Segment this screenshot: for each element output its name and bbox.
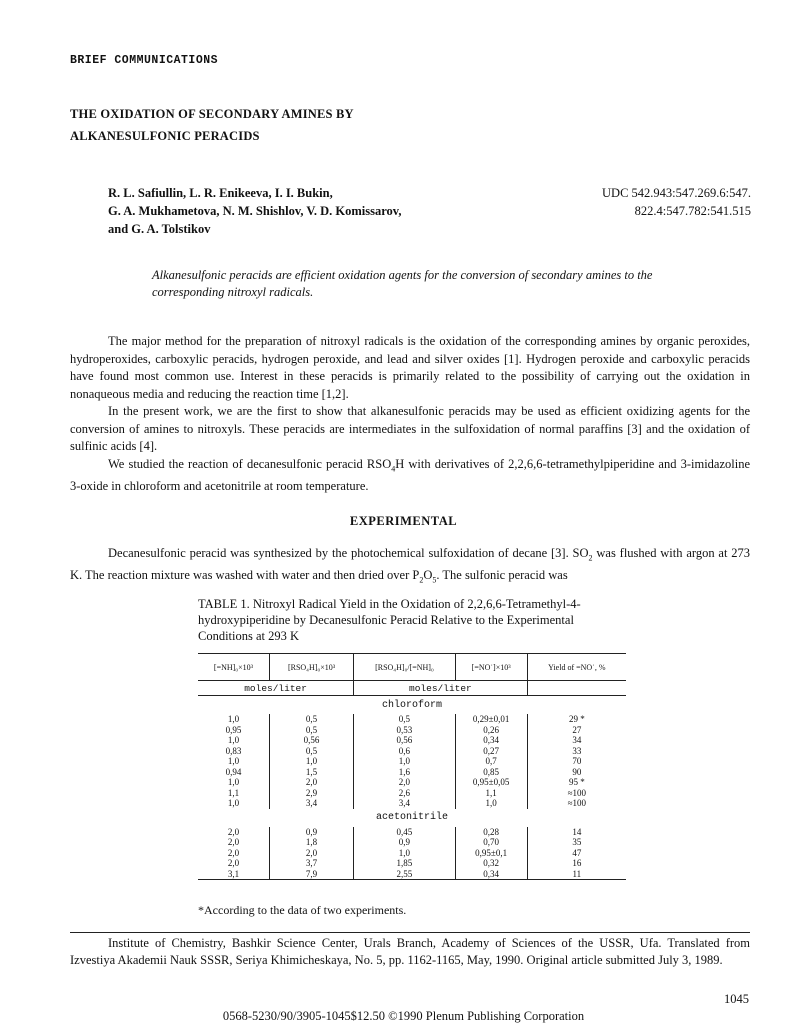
table-cell: 14 <box>572 826 582 837</box>
table-cell: 1,0 <box>198 714 269 725</box>
units-label: moles/liter <box>198 681 354 696</box>
table-cell: 2,55 <box>354 869 456 880</box>
table-cell: 16 <box>572 858 582 868</box>
column-header: Yield of =NO˙, % <box>527 654 626 681</box>
footer-code: 0568-5230/90/3905-1045$12.50 ©1990 Plenum Publishing Corporation <box>222 1009 585 1023</box>
table-cell: 0,34 <box>455 735 527 746</box>
table-cell: 2,0 <box>198 858 269 869</box>
table-row <box>198 714 626 725</box>
table-cell: 1,0 <box>198 777 269 788</box>
table-cell: ≈100 <box>567 798 587 808</box>
table-cell: 1,5 <box>269 767 353 778</box>
table-cell: 0,45 <box>354 827 456 838</box>
solvent-label: acetonitrile <box>375 812 448 824</box>
table-cell: 0,56 <box>269 735 353 746</box>
column-header: [=NH]₀×10³ <box>198 654 269 681</box>
table-cell: 70 <box>572 756 582 766</box>
table-cell: 2,0 <box>269 848 353 859</box>
table-cell: 0,5 <box>354 714 456 725</box>
table-cell: 2,9 <box>269 788 353 799</box>
intro-paragraph: In the present work, we are the first to show that alkanesulfonic peracids may be used as efficient oxidizing agents for the conversion of amines to nitroxyls. These peracids are intermediates in the sulfoxidation of normal paraffins [3] and the oxidation of sulfinic acids [4]. <box>70 404 750 453</box>
table-caption: TABLE 1. Nitroxyl Radical Yield in the Oxidation of 2,2,6,6-Tetramethyl-4-hydroxypiperidine by Decanesulfonic Peracid Relative to the Experimental Conditions at 293 K <box>198 597 581 643</box>
author-line: G. A. Mukhametova, N. M. Shishlov, V. D. Komissarov, <box>108 204 402 218</box>
table-cell: 1,0 <box>269 756 353 767</box>
solvent-row <box>198 809 626 827</box>
table-cell: 3,4 <box>354 798 456 809</box>
table-cell: 1,1 <box>198 788 269 799</box>
table-cell: 2,0 <box>354 777 456 788</box>
table-cell: 0,56 <box>354 735 456 746</box>
introduction <box>70 333 750 495</box>
udc-line: 822.4:547.782:541.515 <box>634 204 751 218</box>
table-cell: 3,4 <box>269 798 353 809</box>
column-header: [RSO₄H]₀/[=NH]₀ <box>354 654 456 681</box>
author-list <box>108 184 401 238</box>
table-cell: 7,9 <box>269 869 353 880</box>
table-cell: 0,28 <box>455 827 527 838</box>
table-row <box>198 788 626 799</box>
table-cell: 1,0 <box>354 848 456 859</box>
units-label: moles/liter <box>354 681 527 696</box>
table-cell: 1,0 <box>354 756 456 767</box>
table-cell: 1,85 <box>354 858 456 869</box>
table-row <box>198 798 626 809</box>
table-cell: 0,5 <box>269 746 353 757</box>
table-row <box>198 858 626 869</box>
table-cell: 11 <box>527 869 626 880</box>
units-blank <box>527 681 626 696</box>
table-cell: 0,5 <box>269 725 353 736</box>
table-row <box>198 837 626 848</box>
affiliation-text: Institute of Chemistry, Bashkir Science Center, Urals Branch, Academy of Sciences of the USSR, Ufa. Translated from Izvestiya Akademii Nauk SSSR, Seriya Khimicheskaya, No. 5, pp. 1162-1165, May, 1990. Original article submitted July 3, 1989. <box>70 936 750 967</box>
table-row <box>198 848 626 859</box>
column-header: [=NO˙]×10³ <box>455 654 527 681</box>
table-cell: 1,0 <box>198 756 269 767</box>
yield-table <box>198 653 626 880</box>
udc-code <box>602 184 751 220</box>
table-row <box>198 869 626 880</box>
table-row <box>198 756 626 767</box>
table-cell: 0,6 <box>354 746 456 757</box>
table-cell: 0,27 <box>455 746 527 757</box>
table-cell: 1,0 <box>198 735 269 746</box>
table-cell: 2,0 <box>198 837 269 848</box>
experimental-heading: EXPERIMENTAL <box>349 514 458 528</box>
column-header: [RSO₄H]₀×10³ <box>269 654 353 681</box>
table-cell: 1,0 <box>198 798 269 809</box>
table-cell: 3,7 <box>269 858 353 869</box>
page-number: 1045 <box>724 992 749 1006</box>
udc-line: UDC 542.943:547.269.6:547. <box>602 186 751 200</box>
table-cell: 0,26 <box>455 725 527 736</box>
author-line: and G. A. Tolstikov <box>108 222 211 236</box>
table-cell: 0,83 <box>198 746 269 757</box>
table-row <box>198 746 626 757</box>
table-cell: 47 <box>572 847 582 858</box>
table-cell: 0,7 <box>455 756 527 767</box>
table-cell: 2,0 <box>198 827 269 838</box>
table-row <box>198 735 626 746</box>
table-cell: 2,0 <box>269 777 353 788</box>
affiliation <box>70 935 750 969</box>
table-footnote: *According to the data of two experiments. <box>198 903 407 917</box>
table-row <box>198 827 626 838</box>
table-cell: 90 <box>572 766 582 777</box>
footer-rule <box>70 932 750 933</box>
table-cell: 0,53 <box>354 725 456 736</box>
table-row <box>198 777 626 788</box>
table-cell: 0,85 <box>455 767 527 778</box>
article-title-line-2: ALKANESULFONIC PERACIDS <box>70 129 260 143</box>
table-cell: 1,8 <box>269 837 353 848</box>
table-cell: 0,34 <box>455 869 527 880</box>
table-cell: 0,5 <box>269 714 353 725</box>
experimental-paragraph: Decanesulfonic peracid was synthesized by the photochemical sulfoxidation of decane [3]. $SO_2$ was flushed with argon at 273 K. The reaction mixture was washed with water and then dried over $P_2O_5$. The sulfonic peracid was <box>70 546 751 585</box>
table-cell: 0,95±0,05 <box>455 777 527 788</box>
table-cell: 0,32 <box>455 858 527 869</box>
table-cell: 3,1 <box>198 869 269 880</box>
table-cell: 2,6 <box>354 788 456 799</box>
table-cell: ≈100 <box>567 787 587 798</box>
experimental-text <box>70 545 750 589</box>
table-cell: 0,94 <box>198 767 269 778</box>
table-cell: 35 <box>572 837 582 847</box>
table-body <box>198 696 626 880</box>
solvent-label: chloroform <box>381 699 442 711</box>
solvent-row <box>198 696 626 715</box>
table-cell: 1,1 <box>455 788 527 799</box>
table-cell: 27 <box>572 724 582 735</box>
table-cell: 2,0 <box>198 848 269 859</box>
section-label: BRIEF COMMUNICATIONS <box>70 54 219 67</box>
table-cell: 0,95±0,1 <box>455 848 527 859</box>
table-row <box>198 725 626 736</box>
article-title-line-1: THE OXIDATION OF SECONDARY AMINES BY <box>70 107 354 121</box>
author-line: R. L. Safiullin, L. R. Enikeeva, I. I. Bukin, <box>108 186 333 200</box>
table-cell: 33 <box>572 745 582 756</box>
table-cell: 1,0 <box>455 798 527 809</box>
table-cell: 34 <box>572 735 582 745</box>
table-cell: 29 * <box>568 714 585 724</box>
table-cell: 0,9 <box>269 827 353 838</box>
table-cell: 0,70 <box>455 837 527 848</box>
table-row <box>198 767 626 778</box>
table-cell: 1,6 <box>354 767 456 778</box>
intro-paragraph: We studied the reaction of decanesulfonic peracid $RSO_4H$ with derivatives of 2,2,6,6-tetramethylpiperidine and 3-imidazoline 3-oxide in chloroform and acetonitrile at room temperature. <box>70 456 751 493</box>
table-cell: 0,29±0,01 <box>455 714 527 725</box>
table-cell: 95 * <box>568 777 585 787</box>
table-cell: 0,95 <box>198 725 269 736</box>
abstract: Alkanesulfonic peracids are efficient oxidation agents for the conversion of secondary amines to the corresponding nitroxyl radicals. <box>152 268 653 299</box>
table-cell: 0,9 <box>354 837 456 848</box>
intro-paragraph: The major method for the preparation of nitroxyl radicals is the oxidation of the corresponding amines by organic peroxides, hydroperoxides, carboxylic peracids, hydrogen peroxide, and lead and silver oxides [1]. Hydrogen peroxide and carboxylic peracids have found most common use. Interest in these peracids is primarily related to the possibility of carrying out the oxidation in nonaqueous media and reducing the reaction time [1,2]. <box>70 334 750 401</box>
